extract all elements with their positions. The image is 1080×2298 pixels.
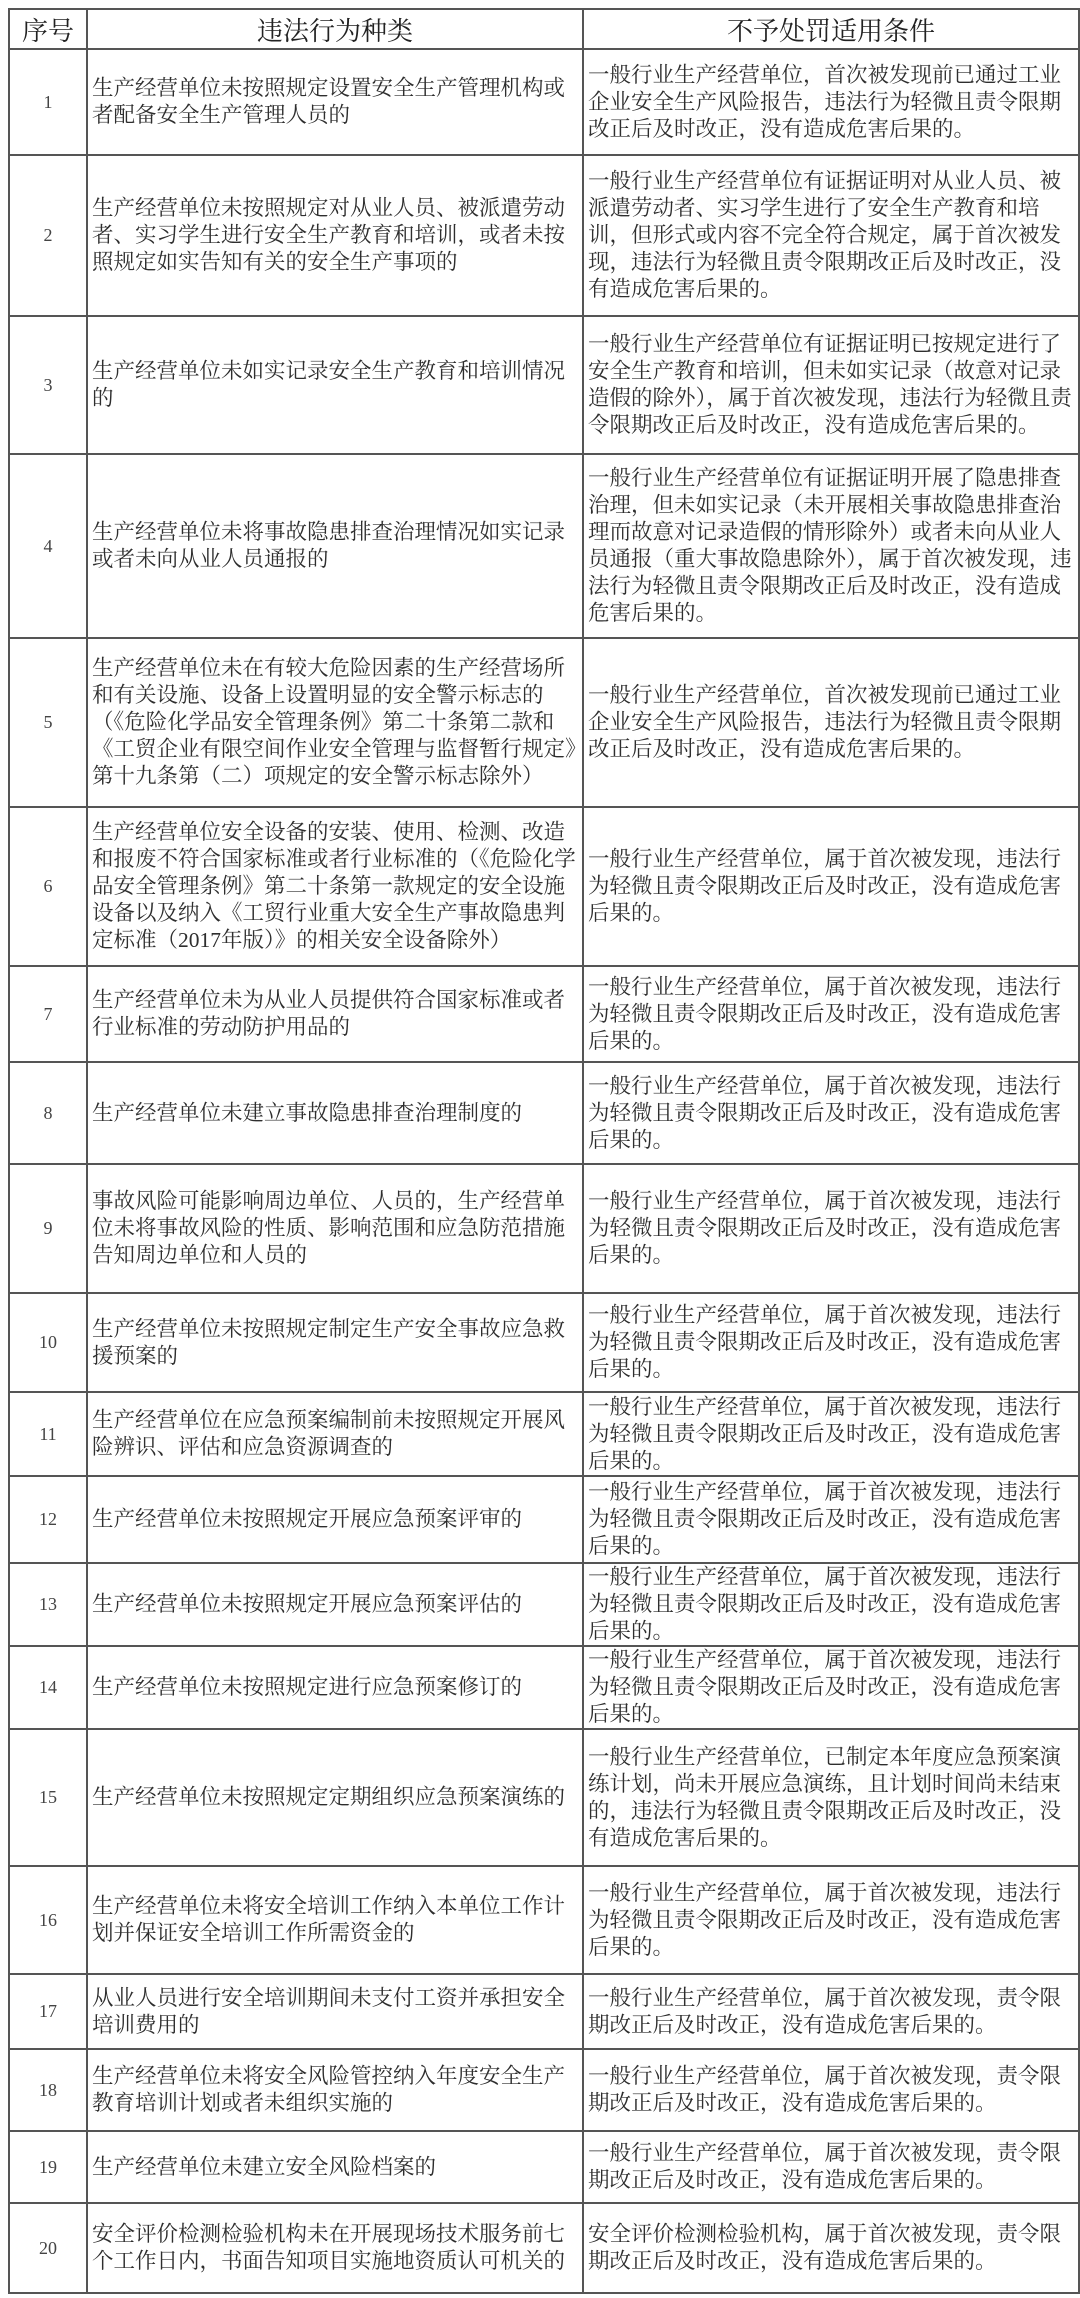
violation-type: 生产经营单位未按照规定进行应急预案修订的 [87, 1646, 583, 1729]
violation-type: 安全评价检测检验机构未在开展现场技术服务前七个工作日内，书面告知项目实施地资质认可机关的 [87, 2203, 583, 2293]
row-number: 12 [9, 1476, 87, 1563]
header-violation: 违法行为种类 [87, 9, 583, 49]
row-number: 20 [9, 2203, 87, 2293]
violation-type: 生产经营单位未建立安全风险档案的 [87, 2131, 583, 2203]
exemption-condition: 一般行业生产经营单位有证据证明对从业人员、被派遣劳动者、实习学生进行了安全生产教育和培训，但形式或内容不完全符合规定，属于首次被发现，违法行为轻微且责令限期改正后及时改正，没有造成危害后果的。 [583, 155, 1079, 316]
violation-type: 生产经营单位未将安全培训工作纳入本单位工作计划并保证安全培训工作所需资金的 [87, 1866, 583, 1974]
violation-type: 生产经营单位未在有较大危险因素的生产经营场所和有关设施、设备上设置明显的安全警示标志的（《危险化学品安全管理条例》第二十条第二款和《工贸企业有限空间作业安全管理与监督暂行规定》第十九条第（二）项规定的安全警示标志除外） [87, 638, 583, 807]
exemption-condition: 安全评价检测检验机构，属于首次被发现，责令限期改正后及时改正，没有造成危害后果的。 [583, 2203, 1079, 2293]
row-number: 18 [9, 2049, 87, 2131]
row-number: 5 [9, 638, 87, 807]
row-number: 14 [9, 1646, 87, 1729]
exemption-condition: 一般行业生产经营单位，已制定本年度应急预案演练计划，尚未开展应急演练，且计划时间尚未结束的，违法行为轻微且责令限期改正后及时改正，没有造成危害后果的。 [583, 1729, 1079, 1866]
row-number: 6 [9, 807, 87, 966]
exemption-condition: 一般行业生产经营单位，属于首次被发现，违法行为轻微且责令限期改正后及时改正，没有造成危害后果的。 [583, 1476, 1079, 1563]
table-row [9, 966, 1079, 1062]
violation-type: 生产经营单位未按照规定制定生产安全事故应急救援预案的 [87, 1293, 583, 1392]
exemption-condition: 一般行业生产经营单位，属于首次被发现，违法行为轻微且责令限期改正后及时改正，没有造成危害后果的。 [583, 1392, 1079, 1476]
table-row [9, 1293, 1079, 1392]
exemption-condition: 一般行业生产经营单位有证据证明已按规定进行了安全生产教育和培训，但未如实记录（故意对记录造假的除外），属于首次被发现，违法行为轻微且责令限期改正后及时改正，没有造成危害后果的。 [583, 316, 1079, 454]
row-number: 11 [9, 1392, 87, 1476]
row-number: 19 [9, 2131, 87, 2203]
violation-type: 生产经营单位未按照规定开展应急预案评估的 [87, 1563, 583, 1646]
violation-type: 从业人员进行安全培训期间未支付工资并承担安全培训费用的 [87, 1974, 583, 2049]
violation-type: 生产经营单位未按照规定开展应急预案评审的 [87, 1476, 583, 1563]
exemption-condition: 一般行业生产经营单位，首次被发现前已通过工业企业安全生产风险报告，违法行为轻微且责令限期改正后及时改正，没有造成危害后果的。 [583, 638, 1079, 807]
table-row [9, 1062, 1079, 1164]
violation-type: 生产经营单位未建立事故隐患排查治理制度的 [87, 1062, 583, 1164]
exemption-condition: 一般行业生产经营单位，属于首次被发现，违法行为轻微且责令限期改正后及时改正，没有造成危害后果的。 [583, 966, 1079, 1062]
table-row [9, 454, 1079, 638]
row-number: 4 [9, 454, 87, 638]
header-condition: 不予处罚适用条件 [583, 9, 1079, 49]
row-number: 1 [9, 49, 87, 155]
exemption-condition: 一般行业生产经营单位，属于首次被发现，违法行为轻微且责令限期改正后及时改正，没有造成危害后果的。 [583, 807, 1079, 966]
exemption-condition: 一般行业生产经营单位，属于首次被发现，违法行为轻微且责令限期改正后及时改正，没有造成危害后果的。 [583, 1293, 1079, 1392]
exemption-condition: 一般行业生产经营单位，属于首次被发现，责令限期改正后及时改正，没有造成危害后果的。 [583, 1974, 1079, 2049]
row-number: 17 [9, 1974, 87, 2049]
row-number: 2 [9, 155, 87, 316]
violation-type: 生产经营单位未如实记录安全生产教育和培训情况的 [87, 316, 583, 454]
table-row [9, 1392, 1079, 1476]
violation-type: 生产经营单位在应急预案编制前未按照规定开展风险辨识、评估和应急资源调查的 [87, 1392, 583, 1476]
table-row [9, 2131, 1079, 2203]
exemption-table [8, 8, 1080, 2294]
violation-type: 生产经营单位未按照规定对从业人员、被派遣劳动者、实习学生进行安全生产教育和培训，或者未按照规定如实告知有关的安全生产事项的 [87, 155, 583, 316]
row-number: 8 [9, 1062, 87, 1164]
exemption-condition: 一般行业生产经营单位，属于首次被发现，违法行为轻微且责令限期改正后及时改正，没有造成危害后果的。 [583, 1866, 1079, 1974]
table-row [9, 1563, 1079, 1646]
exemption-condition: 一般行业生产经营单位，属于首次被发现，责令限期改正后及时改正，没有造成危害后果的。 [583, 2131, 1079, 2203]
exemption-condition: 一般行业生产经营单位，属于首次被发现，违法行为轻微且责令限期改正后及时改正，没有造成危害后果的。 [583, 1062, 1079, 1164]
table-row [9, 1866, 1079, 1974]
violation-type: 生产经营单位未为从业人员提供符合国家标准或者行业标准的劳动防护用品的 [87, 966, 583, 1062]
violation-type: 生产经营单位安全设备的安装、使用、检测、改造和报废不符合国家标准或者行业标准的（《危险化学品安全管理条例》第二十条第一款规定的安全设施设备以及纳入《工贸行业重大安全生产事故隐患判定标准（2017年版）》的相关安全设备除外） [87, 807, 583, 966]
violation-type: 生产经营单位未将安全风险管控纳入年度安全生产教育培训计划或者未组织实施的 [87, 2049, 583, 2131]
row-number: 15 [9, 1729, 87, 1866]
table-row [9, 1164, 1079, 1293]
table-header-row [9, 9, 1079, 49]
row-number: 3 [9, 316, 87, 454]
table-row [9, 638, 1079, 807]
violation-type: 生产经营单位未将事故隐患排查治理情况如实记录或者未向从业人员通报的 [87, 454, 583, 638]
exemption-condition: 一般行业生产经营单位，属于首次被发现，违法行为轻微且责令限期改正后及时改正，没有造成危害后果的。 [583, 1563, 1079, 1646]
row-number: 7 [9, 966, 87, 1062]
table-row [9, 2203, 1079, 2293]
table-row [9, 155, 1079, 316]
violation-type: 生产经营单位未按照规定设置安全生产管理机构或者配备安全生产管理人员的 [87, 49, 583, 155]
exemption-condition: 一般行业生产经营单位有证据证明开展了隐患排查治理，但未如实记录（未开展相关事故隐患排查治理而故意对记录造假的情形除外）或者未向从业人员通报（重大事故隐患除外），属于首次被发现，违法行为轻微且责令限期改正后及时改正，没有造成危害后果的。 [583, 454, 1079, 638]
row-number: 16 [9, 1866, 87, 1974]
table-row [9, 2049, 1079, 2131]
violation-type: 事故风险可能影响周边单位、人员的，生产经营单位未将事故风险的性质、影响范围和应急防范措施告知周边单位和人员的 [87, 1164, 583, 1293]
table-row [9, 1476, 1079, 1563]
table-row [9, 316, 1079, 454]
header-no: 序号 [9, 9, 87, 49]
exemption-condition: 一般行业生产经营单位，首次被发现前已通过工业企业安全生产风险报告，违法行为轻微且责令限期改正后及时改正，没有造成危害后果的。 [583, 49, 1079, 155]
table-row [9, 1646, 1079, 1729]
row-number: 9 [9, 1164, 87, 1293]
violation-type: 生产经营单位未按照规定定期组织应急预案演练的 [87, 1729, 583, 1866]
table-row [9, 1974, 1079, 2049]
table-row [9, 49, 1079, 155]
exemption-condition: 一般行业生产经营单位，属于首次被发现，违法行为轻微且责令限期改正后及时改正，没有造成危害后果的。 [583, 1646, 1079, 1729]
exemption-condition: 一般行业生产经营单位，属于首次被发现，责令限期改正后及时改正，没有造成危害后果的。 [583, 2049, 1079, 2131]
exemption-condition: 一般行业生产经营单位，属于首次被发现，违法行为轻微且责令限期改正后及时改正，没有造成危害后果的。 [583, 1164, 1079, 1293]
table-row [9, 807, 1079, 966]
row-number: 10 [9, 1293, 87, 1392]
row-number: 13 [9, 1563, 87, 1646]
table-row [9, 1729, 1079, 1866]
